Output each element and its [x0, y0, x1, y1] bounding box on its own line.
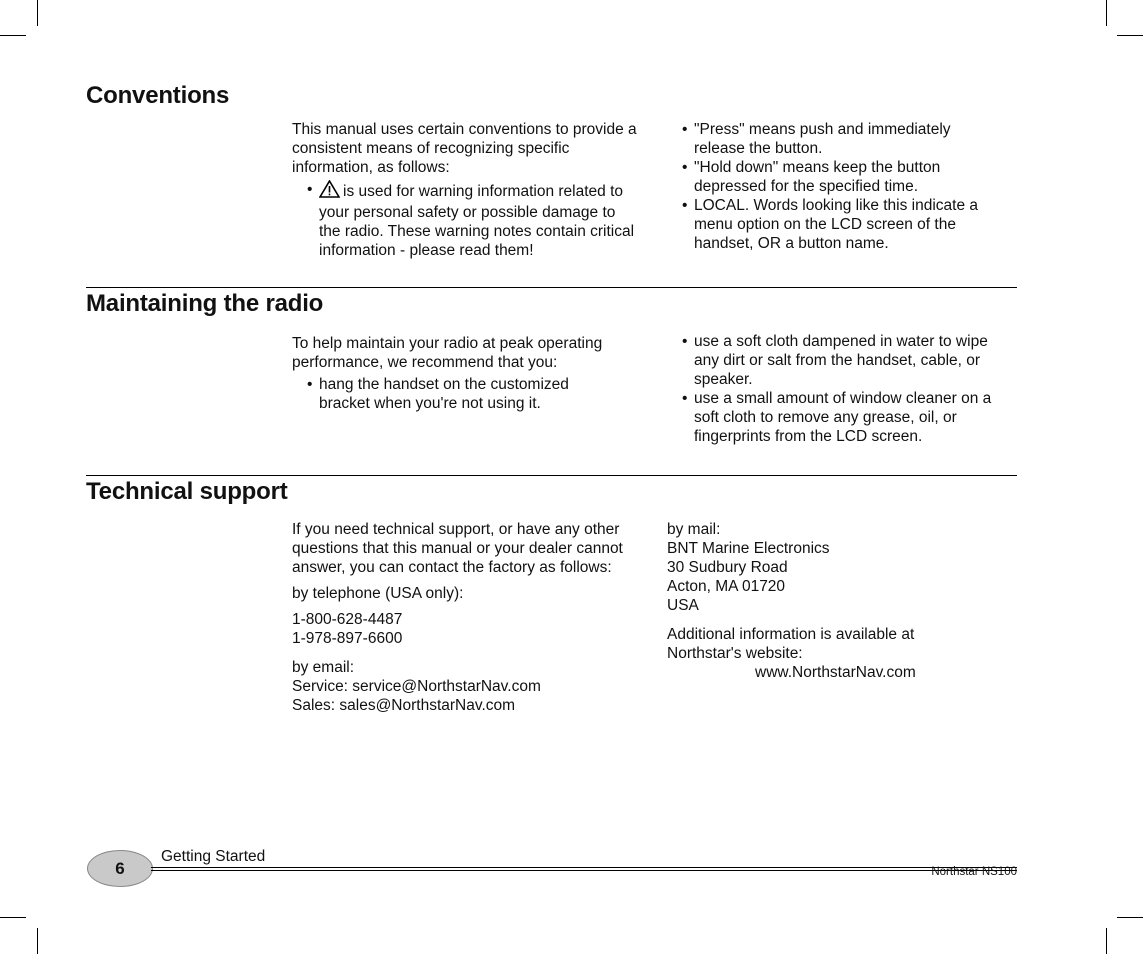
- website-link[interactable]: www.NorthstarNav.com: [755, 664, 916, 681]
- conventions-intro: This manual uses certain conventions to provide a consistent means of recognizing specific information, as follows:: [292, 121, 637, 176]
- crop-mark: [0, 35, 26, 36]
- list-item: • use a soft cloth dampened in water to wipe any dirt or salt from the handset, cable, or speaker.: [682, 333, 988, 388]
- conventions-left-column: [292, 120, 637, 260]
- conventions-right-column: [682, 120, 992, 253]
- list-item: • "Press" means push and immediately release the button.: [682, 121, 951, 157]
- footer-product-name: Northstar NS100: [931, 866, 1017, 878]
- address-line: Acton, MA 01720: [667, 578, 786, 595]
- crop-mark: [1106, 0, 1107, 26]
- footer-divider: [151, 870, 1017, 871]
- section-divider: [86, 287, 1017, 288]
- list-item: • "Hold down" means keep the button depressed for the specified time.: [682, 159, 941, 195]
- list-item: • LOCAL. Words looking like this indicate a menu option on the LCD screen of the handset, OR a button name.: [682, 197, 979, 252]
- crop-mark: [37, 928, 38, 954]
- warning-text: is used for warning information related to your personal safety or possible damage to the radio. These warning notes contain critical information - please read them!: [319, 183, 635, 259]
- email-service: Service: service@NorthstarNav.com: [292, 678, 541, 695]
- section-title-maintaining: Maintaining the radio: [86, 290, 324, 317]
- maintaining-left-column: [292, 334, 637, 413]
- crop-mark: [1117, 917, 1143, 918]
- address-line: 30 Sudbury Road: [667, 559, 788, 576]
- crop-mark: [1117, 35, 1143, 36]
- telephone-label: by telephone (USA only):: [292, 585, 464, 602]
- phone-number: 1-800-628-4487: [292, 611, 403, 628]
- footer-section-name: Getting Started: [161, 848, 266, 865]
- list-item: • use a small amount of window cleaner on a soft cloth to remove any grease, oil, or fingerprints from the LCD screen.: [682, 390, 992, 445]
- section-divider: [86, 475, 1017, 476]
- page-number-badge: 6: [87, 850, 153, 887]
- mail-label: by mail:: [667, 521, 721, 538]
- section-title-conventions: Conventions: [86, 82, 230, 109]
- address-line: BNT Marine Electronics: [667, 540, 830, 557]
- list-item: • hang the handset on the customized bracket when you're not using it.: [307, 376, 569, 412]
- crop-mark: [0, 917, 26, 918]
- technical-intro: If you need technical support, or have any other questions that this manual or your dealer cannot answer, you can contact the factory as follows:: [292, 521, 623, 576]
- phone-number: 1-978-897-6600: [292, 630, 403, 647]
- warning-icon: [319, 180, 340, 203]
- email-label: by email:: [292, 659, 355, 676]
- crop-mark: [37, 0, 38, 26]
- maintaining-intro: To help maintain your radio at peak operating performance, we recommend that you:: [292, 335, 603, 371]
- email-sales: Sales: sales@NorthstarNav.com: [292, 697, 516, 714]
- technical-left-column: [292, 520, 637, 715]
- technical-right-column: [667, 520, 1007, 682]
- additional-info: Additional information is available at Northstar's website:: [667, 626, 915, 662]
- address-line: USA: [667, 597, 699, 614]
- crop-mark: [1106, 928, 1107, 954]
- warning-bullet: • is used for warning information related to your personal safety or possible damage to the radio. These warning notes contain critical information - please read them!: [307, 181, 635, 259]
- section-title-technical-support: Technical support: [86, 478, 288, 505]
- footer-divider: [151, 867, 1017, 868]
- maintaining-right-column: [682, 332, 1007, 446]
